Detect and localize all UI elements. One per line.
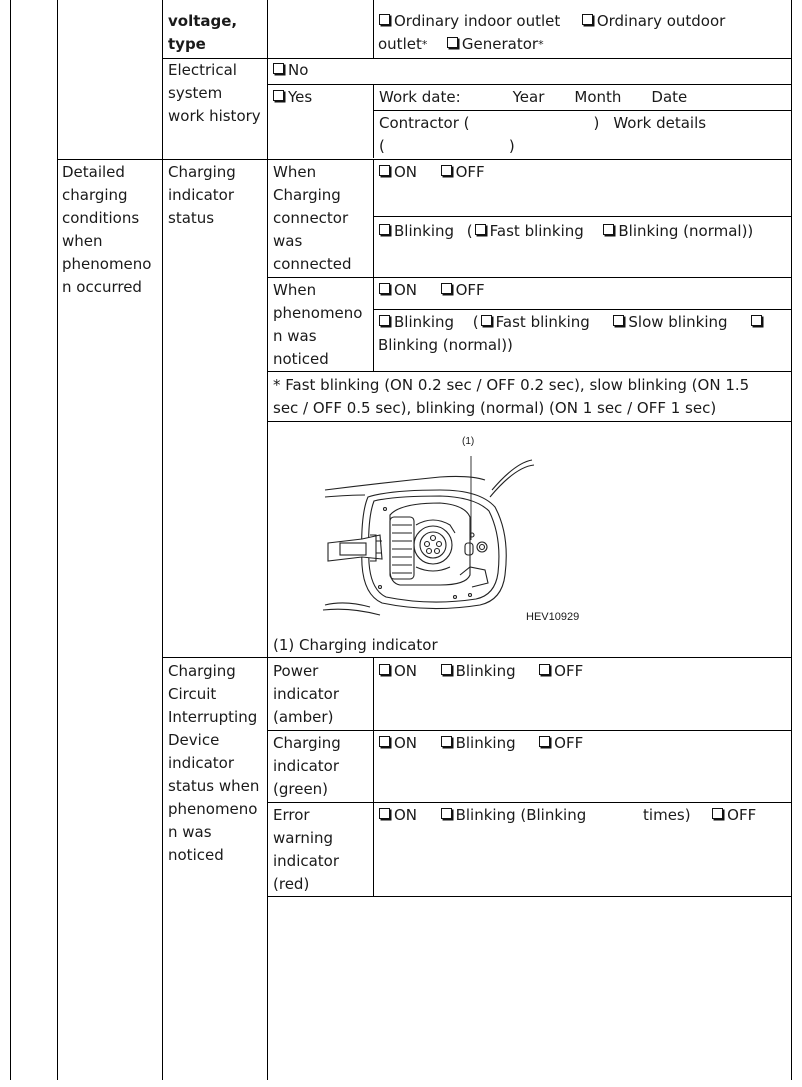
checkbox-error-off[interactable]: [712, 808, 723, 819]
column-divider-4a: [373, 0, 374, 58]
checkbox-connected-off[interactable]: [441, 165, 452, 176]
column-divider-1: [57, 0, 58, 1080]
table-border-left: [10, 0, 11, 1080]
item-voltage-type: voltage, type: [168, 12, 238, 53]
work-details-row: ( ): [379, 137, 515, 155]
checkbox-noticed-blinking[interactable]: [379, 315, 390, 326]
error-indicator-options: ON Blinking (Blinking times) OFF: [377, 804, 756, 827]
item-ccid-indicator-status: Charging Circuit Interrupting Device indicator status when phenomeno n was noticed: [168, 662, 260, 864]
noticed-on-off: ON OFF: [377, 279, 485, 302]
source-options-line2: outlet* Generator*: [378, 35, 544, 53]
charging-port-illustration: [320, 435, 590, 630]
label-charging-indicator-green: Charging indicator (green): [273, 734, 341, 798]
checkbox-connected-fast-blinking[interactable]: [475, 224, 486, 235]
checkbox-noticed-slow-blinking[interactable]: [613, 315, 624, 326]
label-error-warning-indicator: Error warning indicator (red): [273, 806, 340, 893]
work-date-row: Work date: Year Month Date: [379, 88, 688, 106]
label-when-noticed: When phenomeno n was noticed: [273, 281, 363, 368]
work-history-yes: Yes: [271, 86, 312, 109]
checkbox-charging-blinking[interactable]: [441, 736, 452, 747]
item-work-history: Electrical system work history: [168, 61, 261, 125]
row-line-j: [162, 657, 792, 658]
noticed-blinking: Blinking ( Fast blinking Slow blinking: [377, 311, 766, 334]
source-options-line1: Ordinary indoor outlet Ordinary outdoor: [377, 10, 725, 33]
noticed-blinking-line2: Blinking (normal)): [378, 336, 513, 354]
checkbox-charging-on[interactable]: [379, 736, 390, 747]
blinking-definition-note: * Fast blinking (ON 0.2 sec / OFF 0.2 sec), slow blinking (ON 1.5 sec / OFF 0.5 sec), blinking (normal) (ON 1 sec / OFF 1 sec): [273, 376, 750, 417]
figure-callout-1: (1): [462, 436, 475, 447]
checkbox-connected-blinking[interactable]: [379, 224, 390, 235]
checkbox-generator[interactable]: [447, 37, 458, 48]
checkbox-power-on[interactable]: [379, 664, 390, 675]
column-divider-4b: [373, 84, 374, 158]
row-line-i: [267, 421, 792, 422]
checkbox-noticed-blinking-normal[interactable]: [751, 315, 762, 326]
label-when-connected: When Charging connector was connected: [273, 163, 352, 273]
figure-code: HEV10929: [526, 611, 580, 623]
checkbox-indoor-outlet[interactable]: [379, 14, 390, 25]
column-divider-4c: [373, 159, 374, 371]
checkbox-error-on[interactable]: [379, 808, 390, 819]
row-line-d: [57, 159, 792, 160]
checkbox-power-off[interactable]: [539, 664, 550, 675]
checkbox-yes[interactable]: [273, 90, 284, 101]
row-line-h: [267, 371, 792, 372]
power-indicator-options: ON Blinking OFF: [377, 660, 583, 683]
figure-caption: (1) Charging indicator: [273, 636, 438, 654]
column-divider-2: [162, 0, 163, 1080]
checkbox-charging-off[interactable]: [539, 736, 550, 747]
label-power-indicator: Power indicator (amber): [273, 662, 340, 726]
charging-indicator-options: ON Blinking OFF: [377, 732, 583, 755]
section-label-detailed-conditions: Detailed charging conditions when phenomeno n occurred: [62, 163, 152, 296]
checkbox-noticed-fast-blinking[interactable]: [481, 315, 492, 326]
table-border-right: [791, 0, 792, 1080]
row-line-b: [267, 84, 792, 85]
checkbox-no[interactable]: [273, 63, 284, 74]
checkbox-outdoor-outlet[interactable]: [582, 14, 593, 25]
checkbox-noticed-on[interactable]: [379, 283, 390, 294]
row-line-e: [373, 216, 792, 217]
row-line-k: [267, 730, 792, 731]
row-line-c: [373, 110, 792, 111]
row-line-f: [267, 277, 792, 278]
row-line-g: [373, 309, 792, 310]
item-charging-indicator-status: Charging indicator status: [168, 163, 236, 227]
checkbox-noticed-off[interactable]: [441, 283, 452, 294]
row-line-l: [267, 802, 792, 803]
checkbox-power-blinking[interactable]: [441, 664, 452, 675]
checkbox-connected-on[interactable]: [379, 165, 390, 176]
contractor-row: Contractor ( ) Work details: [379, 114, 707, 132]
checkbox-error-blinking[interactable]: [441, 808, 452, 819]
checkbox-connected-blinking-normal[interactable]: [603, 224, 614, 235]
connected-blinking: Blinking ( Fast blinking Blinking (normal)): [377, 220, 753, 243]
column-divider-4d: [373, 657, 374, 897]
column-divider-3: [267, 0, 268, 1080]
row-line-m: [267, 896, 792, 897]
connected-on-off: ON OFF: [377, 161, 485, 184]
work-history-no: No: [271, 59, 308, 82]
